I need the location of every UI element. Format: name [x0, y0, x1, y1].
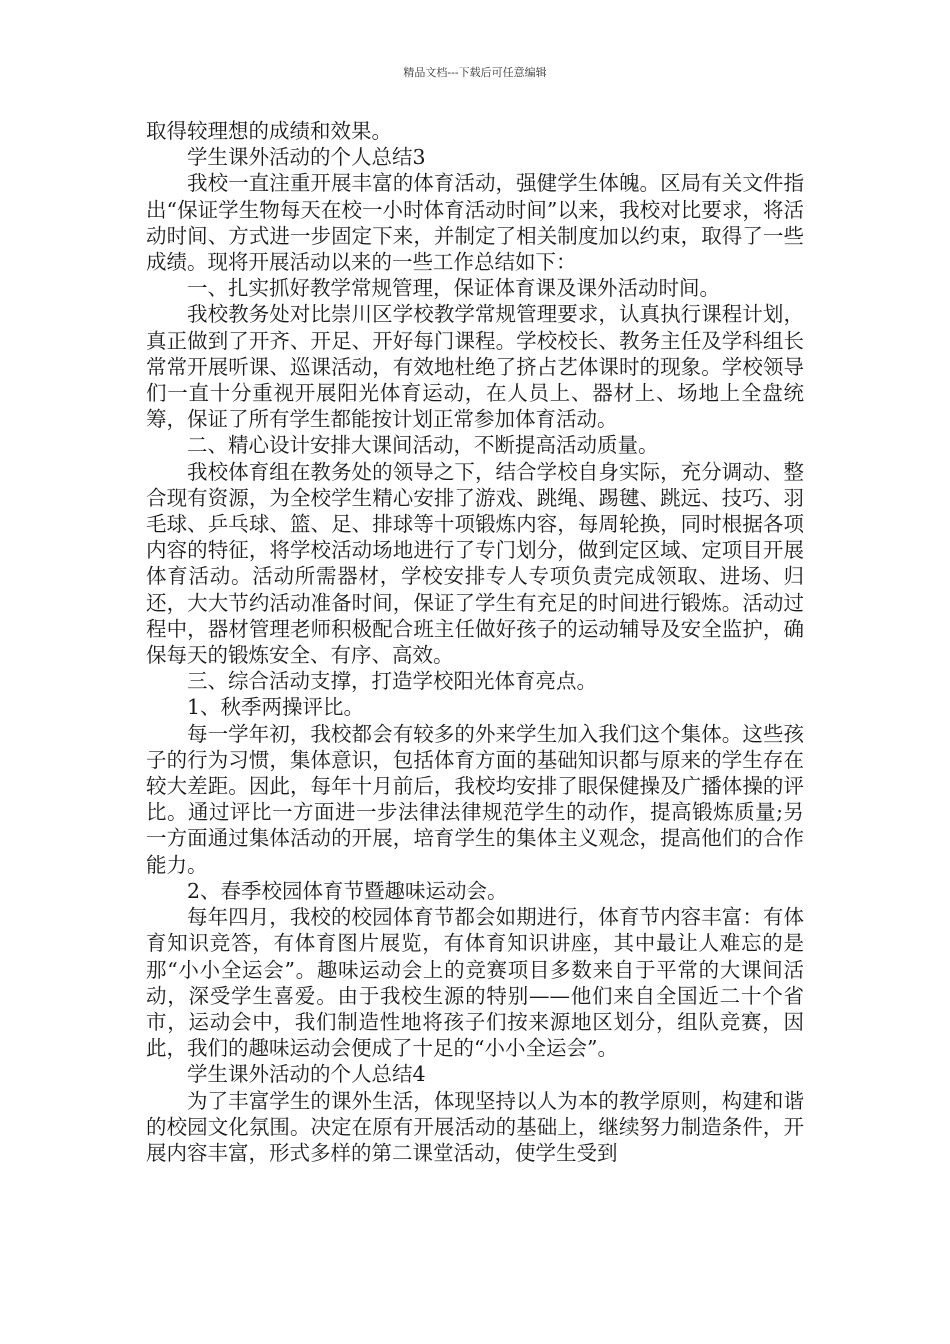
section-heading: 一、扎实抓好教学常规管理，保证体育课及课外活动时间。 — [187, 276, 720, 301]
paragraph: 我校一直注重开展丰富的体育活动，强健学生体魄。区局有关文件指出“保证学生物每天在校一小时体育活动时间”以来，我校对比要求，将活动时间、方式进一步固定下来，并制定了相关制度加以约束，取得了一些成绩。现将开展活动以来的一些工作总结如下： — [146, 171, 804, 275]
subsection-heading: 2、春季校园体育节暨趣味运动会。 — [187, 878, 508, 903]
document-body — [146, 118, 804, 1166]
section-title: 学生课外活动的个人总结4 — [187, 1062, 426, 1087]
section-heading: 二、精心设计安排大课间活动，不断提高活动质量。 — [187, 433, 659, 458]
subsection-heading: 1、秋季两操评比。 — [187, 695, 365, 720]
section-title: 学生课外活动的个人总结3 — [187, 145, 426, 170]
paragraph: 为了丰富学生的课外生活，体现坚持以人为本的教学原则，构建和谐的校园文化氛围。决定在原有开展活动的基础上，继续努力制造条件，开展内容丰富，形式多样的第二课堂活动，使学生受到 — [146, 1088, 804, 1165]
page-header: 精品文档---下载后可任意编辑 — [403, 66, 547, 79]
paragraph: 取得较理想的成绩和效果。 — [146, 119, 392, 143]
paragraph: 每一学年初，我校都会有较多的外来学生加入我们这个集体。这些孩子的行为习惯，集体意识，包括体育方面的基础知识都与原来的学生存在较大差距。因此，每年十月前后，我校均安排了眼保健操及广播体操的评比。通过评比一方面进一步法律法律规范学生的动作，提高锻炼质量;另一方面通过集体活动的开展，培育学生的集体主义观念，提高他们的合作能力。 — [146, 721, 804, 877]
paragraph: 我校教务处对比崇川区学校教学常规管理要求，认真执行课程计划，真正做到了开齐、开足、开好每门课程。学校校长、教务主任及学科组长常常开展听课、巡课活动，有效地杜绝了挤占艺体课时的现象。学校领导们一直十分重视开展阳光体育运动，在人员上、器材上、场地上全盘统筹，保证了所有学生都能按计划正常参加体育活动。 — [146, 302, 804, 432]
section-heading: 三、综合活动支撑，打造学校阳光体育亮点。 — [187, 669, 597, 694]
paragraph: 每年四月，我校的校园体育节都会如期进行，体育节内容丰富：有体育知识竞答，有体育图片展览，有体育知识讲座，其中最让人难忘的是那“小小全运会”。趣味运动会上的竞赛项目多数来自于平常的大课间活动，深受学生喜爱。由于我校生源的特别——他们来自全国近二十个省市，运动会中，我们制造性地将孩子们按来源地区划分，组队竞赛，因此，我们的趣味运动会便成了十足的“小小全运会”。 — [146, 905, 804, 1061]
paragraph: 我校体育组在教务处的领导之下，结合学校自身实际，充分调动、整合现有资源，为全校学生精心安排了游戏、跳绳、踢毽、跳远、技巧、羽毛球、乒乓球、篮、足、排球等十项锻炼内容，每周轮换，同时根据各项内容的特征，将学校活动场地进行了专门划分，做到定区域、定项目开展体育活动。活动所需器材，学校安排专人专项负责完成领取、进场、归还，大大节约活动准备时间，保证了学生有充足的时间进行锻炼。活动过程中，器材管理老师积极配合班主任做好孩子的运动辅导及安全监护，确保每天的锻炼安全、有序、高效。 — [146, 459, 804, 668]
